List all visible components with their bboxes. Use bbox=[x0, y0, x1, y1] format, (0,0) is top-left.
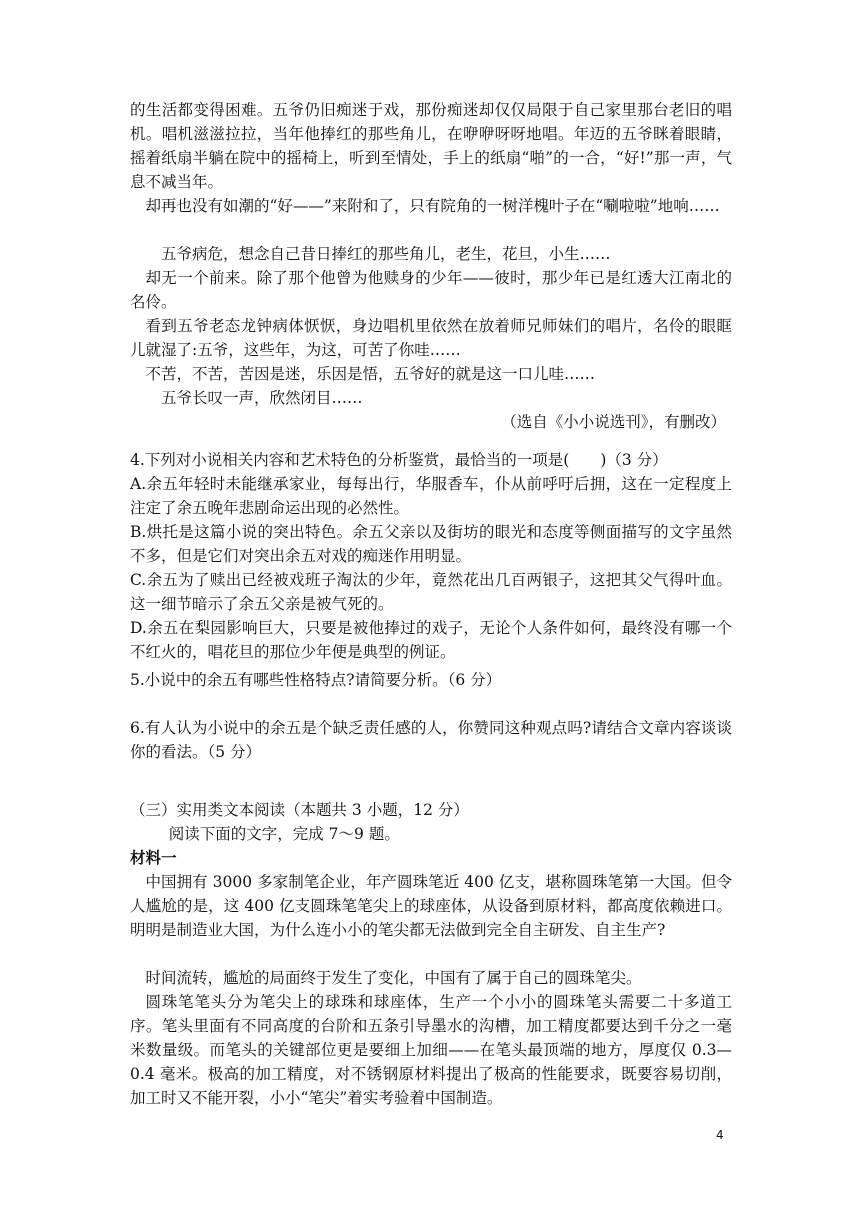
story-paragraph-2: 却再也没有如潮的“好——”来附和了，只有院角的一树洋槐叶子在“唰啦啦”地响…… bbox=[145, 197, 720, 215]
question-5: 5.小说中的余五有哪些性格特点?请简要分析。（6 分） bbox=[130, 671, 502, 689]
section-3-heading: （三）实用类文本阅读（本题共 3 小题，12 分） bbox=[130, 801, 469, 819]
story-paragraph-1: 的生活都变得困难。五爷仍旧痴迷于戏，那份痴迷却仅仅局限于自己家里那台老旧的唱机。唱机滋滋拉拉，当年他捧红的那些角儿，在咿咿呀呀地唱。年迈的五爷眯着眼睛，摇着纸扇半躺在院中的摇椅上，听到至情处，手上的纸扇“啪”的一合，“好!”那一声，气息不减当年。 bbox=[130, 101, 732, 191]
material-1-title: 材料一 bbox=[130, 848, 177, 867]
question-6: 6.有人认为小说中的余五是个缺乏责任感的人，你赞同这种观点吗?请结合文章内容谈谈你的看法。（5 分） bbox=[130, 719, 732, 761]
question-4: 4.下列对小说相关内容和艺术特色的分析鉴赏，最恰当的一项是( )（3 分） bbox=[130, 451, 668, 469]
question-4-option-c: C.余五为了赎出已经被戏班子淘汰的少年，竟然花出几百两银子，这把其父气得叶血。这一细节暗示了余五父亲是被气死的。 bbox=[130, 571, 732, 613]
story-paragraph-5: 看到五爷老态龙钟病体恹恹，身边唱机里依然在放着师兄师妹们的唱片，名伶的眼眶儿就湿了:五爷，这些年，为这，可苦了你哇…… bbox=[130, 317, 732, 359]
question-4-option-d: D.余五在梨园影响巨大，只要是被他捧过的戏子，无论个人条件如何，最终没有哪一个不红火的，唱花旦的那位少年便是典型的例证。 bbox=[130, 619, 732, 661]
story-source: （选自《小小说选刊》，有删改） bbox=[501, 413, 726, 431]
material-1-paragraph-1: 中国拥有 3000 多家制笔企业，年产圆珠笔近 400 亿支，堪称圆珠笔第一大国。但令人尴尬的是，这 400 亿支圆珠笔笔尖上的球座体，从设备到原材料，都高度依赖进口。明明是制造业大国，为什么连小小的笔尖都无法做到完全自主研发、自主生产? bbox=[130, 873, 732, 939]
story-paragraph-3: 五爷病危，想念自己昔日捧红的那些角儿，老生，花旦，小生…… bbox=[161, 245, 611, 263]
material-1-paragraph-2: 时间流转，尴尬的局面终于发生了变化，中国有了属于自己的圆珠笔尖。 bbox=[145, 969, 642, 987]
section-3-instruction: 阅读下面的文字，完成 7～9 题。 bbox=[168, 825, 400, 843]
story-paragraph-7: 五爷长叹一声，欣然闭目…… bbox=[161, 389, 363, 407]
page-number: 4 bbox=[716, 1128, 724, 1142]
question-4-option-b: B.烘托是这篇小说的突出特色。余五父亲以及街坊的眼光和态度等侧面描写的文字虽然不多，但是它们对突出余五对戏的痴迷作用明显。 bbox=[130, 523, 732, 565]
story-paragraph-6: 不苦，不苦，苦因是迷，乐因是悟，五爷好的就是这一口儿哇…… bbox=[145, 365, 596, 383]
material-1-paragraph-3: 圆珠笔笔头分为笔尖上的球珠和球座体，生产一个小小的圆珠笔头需要二十多道工序。笔头里面有不同高度的台阶和五条引导墨水的沟槽，加工精度都要达到千分之一毫米数量级。而笔头的关键部位更是要细上加细——在笔头最顶端的地方，厚度仅 0.3—0.4 毫米。极高的加工精度，对不锈钢原材料提出了极高的性能要求，既要容易切削，加工时又不能开裂，小小“笔尖”着实考验着中国制造。 bbox=[130, 993, 732, 1107]
question-4-option-a: A.余五年轻时未能继承家业，每每出行，华服香车，仆从前呼吁后拥，这在一定程度上注定了余五晚年悲剧命运出现的必然性。 bbox=[130, 475, 732, 517]
story-paragraph-4: 却无一个前来。除了那个他曾为他赎身的少年——彼时，那少年已是红透大江南北的名伶。 bbox=[130, 269, 732, 311]
